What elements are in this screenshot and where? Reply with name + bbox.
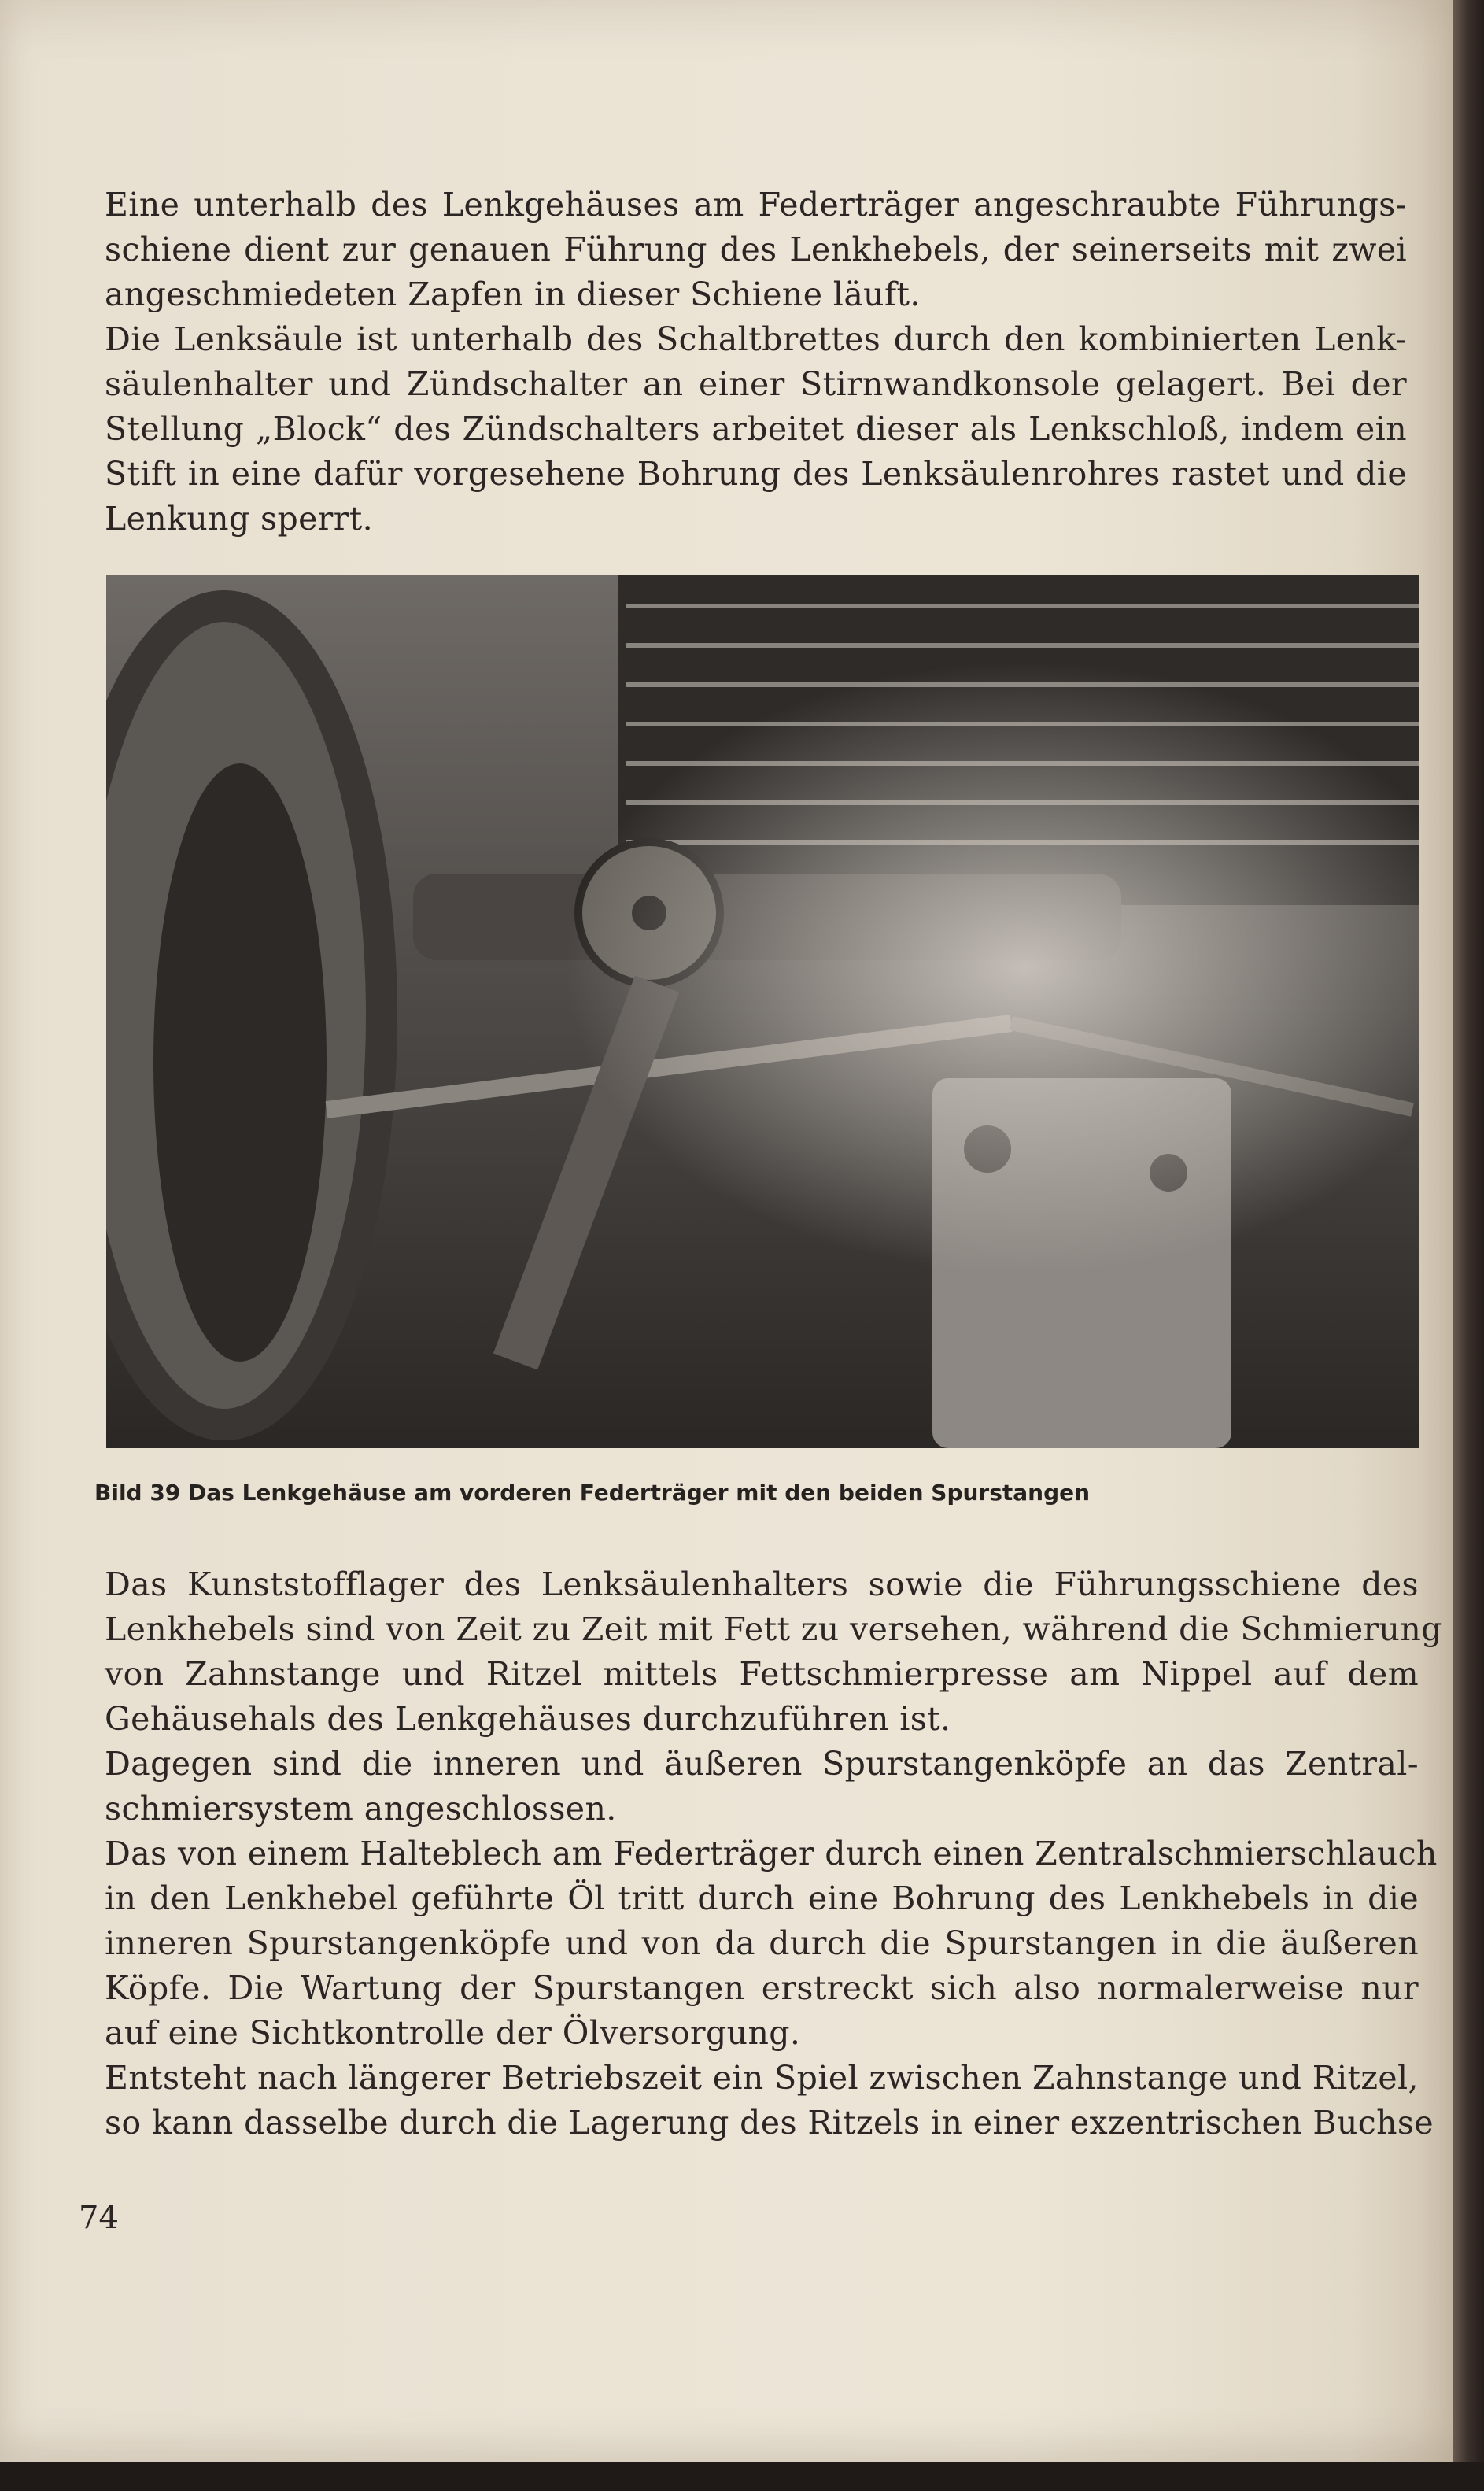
paragraph-play-adjustment xyxy=(105,2056,1434,2145)
paragraph-guide-rail xyxy=(105,183,1407,317)
paragraph-steering-column xyxy=(105,317,1407,541)
text-line: Entsteht nach längerer Betriebszeit ein Spiel zwischen Zahnstange und Ritzel, xyxy=(105,2059,1419,2097)
text-line: Dagegen sind die inneren und äußeren Spurstangenköpfe an das Zentral- xyxy=(105,1745,1419,1783)
text-line: Lenkhebels sind von Zeit zu Zeit mit Fett zu versehen, während die Schmierung xyxy=(105,1610,1442,1648)
text-line: Stellung „Block“ des Zündschalters arbeitet dieser als Lenkschloß, indem ein xyxy=(105,410,1407,448)
text-line: Köpfe. Die Wartung der Spurstangen erstreckt sich also normalerweise nur xyxy=(105,1969,1419,2007)
text-line: Das von einem Halteblech am Federträger durch einen Zentralschmierschlauch xyxy=(105,1835,1438,1872)
text-line: inneren Spurstangenköpfe und von da durch die Spurstangen in die äußeren xyxy=(105,1924,1419,1962)
text-line: angeschmiedeten Zapfen in dieser Schiene läuft. xyxy=(105,275,921,313)
text-line: schiene dient zur genauen Führung des Lenkhebels, der seinerseits mit zwei xyxy=(105,231,1407,268)
paragraph-oil-flow xyxy=(105,1831,1438,2056)
text-line: so kann dasselbe durch die Lagerung des Ritzels in einer exzentrischen Buchse xyxy=(105,2104,1434,2142)
text-line: Stift in eine dafür vorgesehene Bohrung des Lenksäulenrohres rastet und die xyxy=(105,455,1407,493)
steering-gear-illustration xyxy=(106,575,1419,1448)
text-line: säulenhalter und Zündschalter an einer Stirnwandkonsole gelagert. Bei der xyxy=(105,365,1407,403)
text-line: in den Lenkhebel geführte Öl tritt durch eine Bohrung des Lenkhebels in die xyxy=(105,1879,1419,1917)
text-line: Das Kunststofflager des Lenksäulenhalters sowie die Führungsschiene des xyxy=(105,1565,1419,1603)
paragraph-lubrication xyxy=(105,1562,1442,1742)
text-line: von Zahnstange und Ritzel mittels Fettschmierpresse am Nippel auf dem xyxy=(105,1655,1419,1693)
page-number: 74 xyxy=(79,2200,119,2236)
text-line: Gehäusehals des Lenkgehäuses durchzuführen ist. xyxy=(105,1700,951,1738)
text-line: Eine unterhalb des Lenkgehäuses am Federträger angeschraubte Führungs- xyxy=(105,186,1407,224)
text-line: Die Lenksäule ist unterhalb des Schaltbrettes durch den kombinierten Lenk- xyxy=(105,320,1407,358)
text-line: schmiersystem angeschlossen. xyxy=(105,1790,617,1828)
text-line: auf eine Sichtkontrolle der Ölversorgung. xyxy=(105,2014,801,2052)
steering-gear-photo xyxy=(106,575,1419,1448)
paragraph-central-lubrication xyxy=(105,1742,1419,1831)
page-bottom-shadow xyxy=(0,2462,1484,2491)
page-edge-shadow xyxy=(1453,0,1484,2491)
figure-caption: Bild 39 Das Lenkgehäuse am vorderen Federträger mit den beiden Spurstangen xyxy=(94,1480,1091,1506)
text-line: Lenkung sperrt. xyxy=(105,500,374,538)
